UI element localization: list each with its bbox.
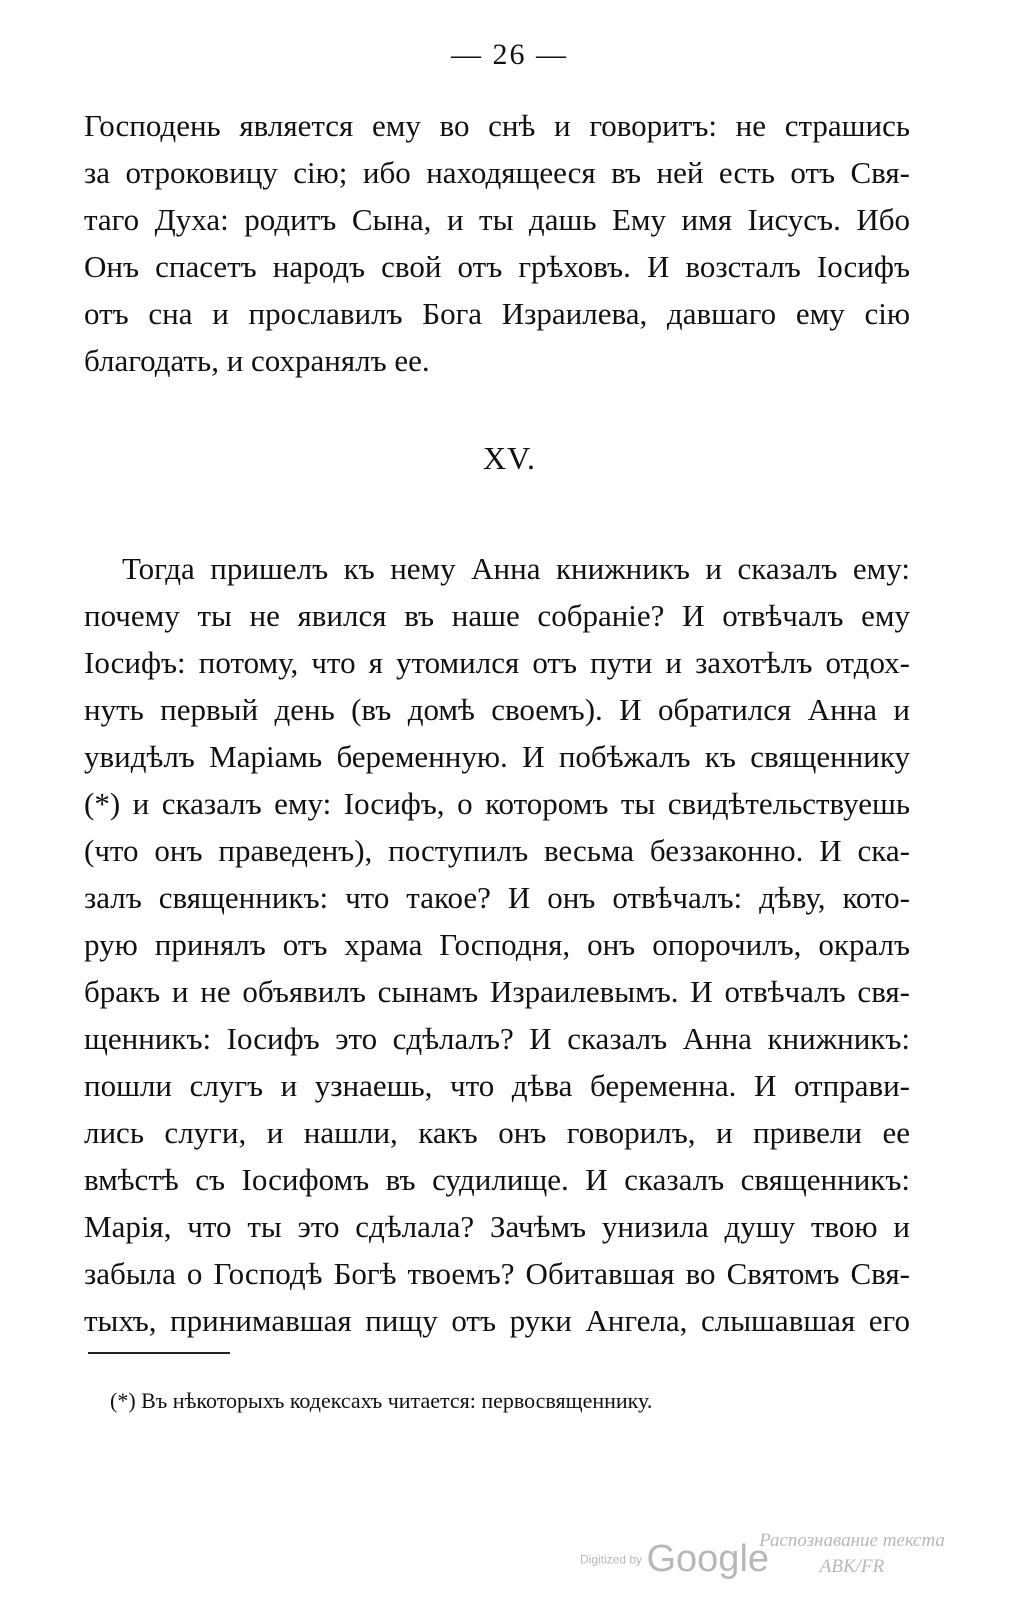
text-line: лись слуги, и нашли, какъ онъ говорилъ, и привели ее [84, 1115, 910, 1150]
text-line: за отроковицу сію; ибо находящееся въ ней есть отъ Свя- [84, 155, 910, 190]
text-line: Іосифъ: потому, что я утомился отъ пути и захотѣлъ отдох- [84, 645, 910, 680]
page-number: — 26 — [451, 38, 568, 71]
recognition-watermark [752, 1528, 952, 1580]
text-line: рую принялъ отъ храма Господня, онъ опорочилъ, окралъ [84, 927, 910, 962]
footnote-divider [88, 1352, 230, 1354]
text-line: щенникъ: Іосифъ это сдѣлалъ? И сказалъ Анна книжникъ: [84, 1021, 910, 1056]
text-line: тыхъ, принимавшая пищу отъ руки Ангела, слышавшая его [84, 1303, 910, 1338]
text-line: увидѣлъ Маріамь беременную. И побѣжалъ къ священнику [84, 739, 910, 774]
text-line: (что онъ праведенъ), поступилъ весьма беззаконно. И ска- [84, 833, 910, 868]
footnote: (*) Въ нѣкоторыхъ кодексахъ читается: первосвященнику. [110, 1388, 653, 1413]
text-line: нуть первый день (въ домѣ своемъ). И обратился Анна и [84, 692, 910, 727]
text-line: вмѣстѣ съ Іосифомъ въ судилище. И сказалъ священникъ: [84, 1162, 910, 1197]
recognition-line-1: Распознавание текста [759, 1530, 945, 1551]
recognition-line-2: ABK/FR [819, 1556, 885, 1577]
text-line: Господень является ему во снѣ и говоритъ: не страшись [84, 108, 910, 143]
text-line: благодать, и сохранялъ ее. [84, 343, 430, 378]
google-watermark [580, 1538, 769, 1581]
text-line: Марія, что ты это сдѣлала? Зачѣмъ унизила душу твою и [84, 1209, 910, 1244]
text-line: бракъ и не объявилъ сынамъ Израилевымъ. И отвѣчалъ свя- [84, 974, 910, 1009]
text-line: пошли слугъ и узнаешь, что дѣва беременна. И отправи- [84, 1068, 910, 1103]
text-line: забыла о Господѣ Богѣ твоемъ? Обитавшая во Святомъ Свя- [84, 1256, 910, 1291]
google-logo: Google [646, 1538, 770, 1580]
text-line: почему ты не явился въ наше собраніе? И отвѣчалъ ему [84, 598, 910, 633]
text-line: Онъ спасетъ народъ свой отъ грѣховъ. И возсталъ Іосифъ [84, 249, 910, 284]
digitized-by-label: Digitized by [580, 1552, 643, 1567]
text-line: отъ сна и прославилъ Бога Израилева, давшаго ему сію [84, 296, 910, 331]
text-line: (*) и сказалъ ему: Іосифъ, о которомъ ты свидѣтельствуешь [84, 786, 910, 821]
text-line: таго Духа: родитъ Сына, и ты дашь Ему имя Іисусъ. Ибо [84, 202, 910, 237]
text-line: Тогда пришелъ къ нему Анна книжникъ и сказалъ ему: [122, 551, 910, 586]
text-line: залъ священникъ: что такое? И онъ отвѣчалъ: дѣву, кото- [84, 880, 910, 915]
section-heading: XV. [482, 440, 537, 476]
